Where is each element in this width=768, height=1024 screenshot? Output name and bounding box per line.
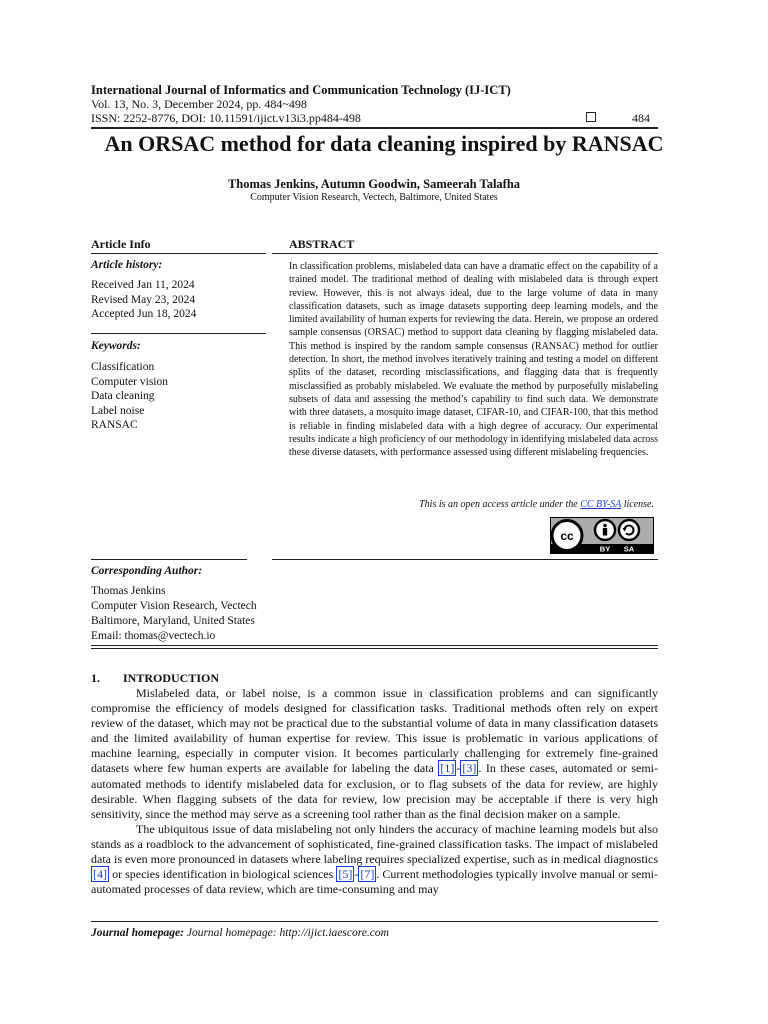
abstract-text: In classification problems, mislabeled data can have a dramatic effect on the capability of a trained model. The traditional method of dealing with mislabeled data is through expert review. However, this is not always ideal, due to the large volume of data in many classification datasets, such as image datasets supporting deep learning models, and the limited availability of human experts for reviewing the data. Herein, we propose an ordered sample consensus (ORSAC) method to support data cleaning by flagging mislabeled data. This method is inspired by the random sample consensus (RANSAC) method for outlier detection. In short, the method involves iteratively training and testing a model on different splits of the dataset, recording misclassifications, and flagging data that is frequently misclassified as probably mislabeled. We evaluate the method by purposefully mislabeling subsets of data and assessing the method’s capability to find such data. We demonstrate with three datasets, a mosquito image dataset, CIFAR-10, and CIFAR-100, that this method is reliable in finding mislabeled data with a high degree of accuracy. Our experimental results indicate a high proficiency of our methodology in identifying mislabeled data across these diverse datasets, with performance assessed using different mislabeling frequencies. (289, 261, 658, 459)
article-info-rule (91, 253, 266, 254)
footer (91, 927, 389, 939)
history-revised: Revised May 23, 2024 (91, 293, 196, 306)
keyword: RANSAC (91, 419, 138, 432)
history-received: Received Jan 11, 2024 (91, 279, 195, 291)
section-title: INTRODUCTION (123, 671, 220, 685)
page-number: 484 (632, 111, 650, 125)
article-info-heading: Article Info (91, 237, 151, 251)
license-link[interactable]: CC BY-SA (580, 499, 622, 510)
license-line (419, 499, 654, 510)
section-body (91, 686, 658, 897)
text-span: . In these cases, automated or semi-automated methods to identify mislabeled data for exclusion, or to flag subsets of the data for review, are highly desirable. When flagging subsets of the data for review, low precision may be acceptable if there is very high sensitivity, since the method may serve as a screening tool rather than as the final decision maker on a sample. (91, 761, 659, 821)
history-list (91, 278, 266, 322)
paper-title: An ORSAC method for data cleaning inspired by RANSAC (104, 131, 664, 156)
corresponding-rule-left (91, 559, 247, 560)
corresponding-rule-right (272, 559, 658, 560)
square-icon (586, 112, 596, 122)
keyword: Data cleaning (91, 390, 155, 403)
corresponding-name: Thomas Jenkins (91, 585, 166, 597)
affiliation: Computer Vision Research, Vectech, Baltimore, United States (250, 192, 498, 203)
history-accepted: Accepted Jun 18, 2024 (91, 308, 197, 321)
abstract-rule (272, 253, 658, 254)
license-prefix: This is an open access article under the (419, 499, 578, 510)
citation-link[interactable]: [4] (93, 867, 107, 882)
history-heading: Article history: (91, 259, 163, 271)
badge-sa-label: SA (623, 544, 635, 554)
corresponding-details (91, 584, 257, 644)
keyword: Computer vision (91, 375, 168, 388)
footer-homepage[interactable]: Journal homepage: http://ijict.iaescore.com (186, 927, 389, 939)
volume-info: Vol. 13, No. 3, December 2024, pp. 484~498 (91, 97, 307, 111)
double-rule-top (91, 645, 658, 646)
text-span: Mislabeled data, or label noise, is a common issue in classification problems and can significantly compromise the efficiency of models designed for classification tasks. Traditional methods often rely on expert review of the dataset, which may not be practical due to the substantial volume of data in many classification datasets and the limited availability of human expertise for review. This issue is problematic in various applications of machine learning, especially in computer vision. It becomes particularly challenging for extremely fine-grained datasets where few human experts are available for labeling the data (91, 686, 658, 776)
citation-link[interactable]: [3] (462, 761, 477, 776)
text-span: The ubiquitous issue of data mislabeling not only hinders the accuracy of machine learning models but also stands as a roadblock to the advancement of sophisticated, fine-grained classification tasks. The impact of mislabeled data is even more pronounced in datasets where labeling requires specialized expertise, such as in medical diagnostics (91, 821, 658, 867)
journal-name: International Journal of Informatics and Communication Technology (IJ-ICT) (91, 83, 511, 97)
section-number: 1. (91, 671, 100, 685)
license-suffix: license. (623, 499, 654, 510)
text-span: - (456, 761, 461, 776)
badge-by-label: BY (599, 544, 611, 554)
header-rule (91, 127, 658, 129)
keywords-list (91, 360, 266, 433)
svg-text:cc: cc (560, 529, 574, 543)
keywords-rule (91, 333, 266, 334)
double-rule-bottom (91, 648, 658, 649)
issn-doi: ISSN: 2252-8776, DOI: 10.11591/ijict.v13i3.pp484-498 (91, 111, 361, 125)
corresponding-heading: Corresponding Author: (91, 565, 203, 577)
citation-link[interactable]: [7] (360, 867, 375, 882)
cc-by-sa-badge-icon[interactable] (550, 517, 654, 554)
text-span: - (354, 867, 359, 882)
footer-label: Journal homepage: (91, 927, 184, 939)
abstract-heading: ABSTRACT (289, 237, 355, 251)
keyword: Label noise (91, 404, 145, 417)
corresponding-org: Computer Vision Research, Vectech (91, 600, 257, 612)
keyword: Classification (91, 361, 155, 373)
text-span: or species identification in biological sciences (112, 867, 334, 882)
paragraph (91, 822, 658, 897)
citation-link[interactable]: [5] (338, 867, 353, 882)
corresponding-location: Baltimore, Maryland, United States (91, 615, 255, 627)
paragraph (91, 686, 658, 822)
footer-rule (91, 921, 658, 922)
keywords-heading: Keywords: (91, 340, 141, 352)
authors: Thomas Jenkins, Autumn Goodwin, Sameerah Talafha (227, 177, 521, 191)
section-heading (91, 671, 219, 686)
citation-link[interactable]: [1] (440, 761, 455, 776)
corresponding-email: Email: thomas@vectech.io (91, 630, 216, 642)
text-span: . Current methodologies typically involve manual or semi-automated processes of data review, which are time-consuming and may (91, 867, 659, 897)
